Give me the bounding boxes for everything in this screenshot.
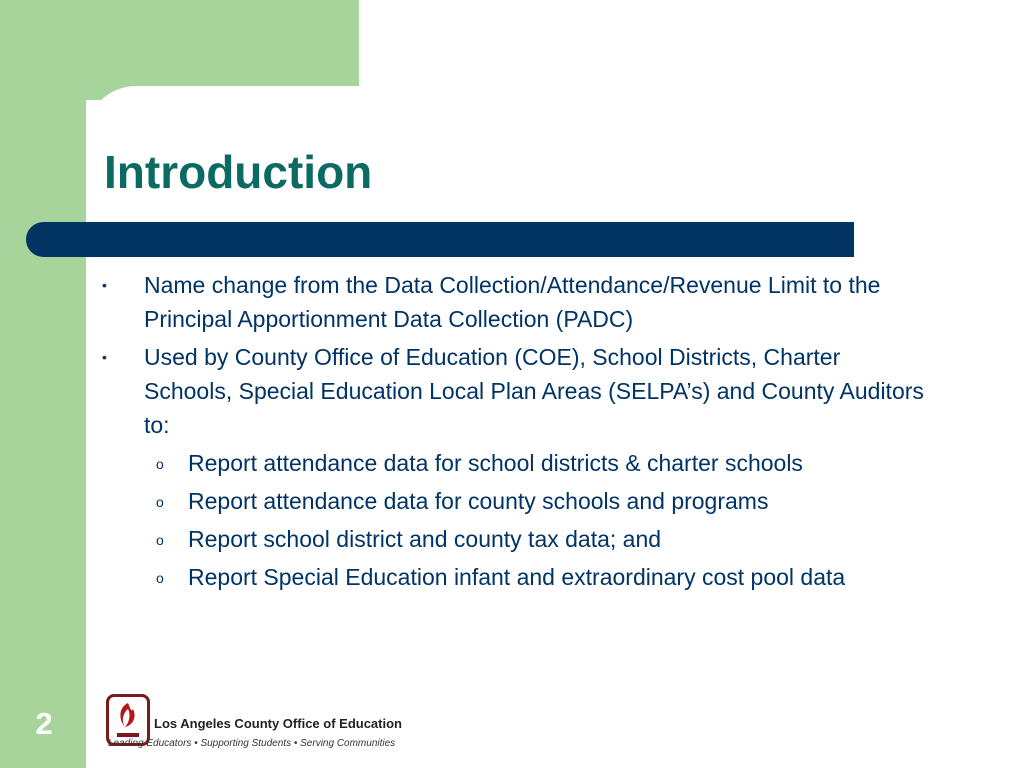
bullet-item	[100, 268, 950, 336]
page-number: 2	[35, 706, 53, 741]
logo-tagline: Leading Educators • Supporting Students • Serving Communities	[108, 738, 396, 749]
green-background-left	[0, 0, 86, 768]
sub-bullet-text: Report attendance data for county schools and programs	[188, 488, 769, 514]
sub-bullet-text: Report school district and county tax data; and	[188, 526, 662, 552]
bullet-marker: •	[102, 277, 107, 293]
sub-bullet-item	[100, 484, 950, 518]
bullet-text: Used by County Office of Education (COE), School Districts, Charter Schools, Special Education Local Plan Areas (SELPA’s) and County Auditors to:	[144, 344, 924, 438]
title-divider-bar	[26, 222, 854, 257]
sub-bullet-item	[100, 522, 950, 556]
sub-bullet-marker: o	[156, 532, 164, 548]
sub-bullet-marker: o	[156, 570, 164, 586]
bullet-item	[100, 340, 950, 442]
sub-bullet-text: Report attendance data for school districts & charter schools	[188, 450, 803, 476]
bullet-marker: •	[102, 349, 107, 365]
sub-bullet-item	[100, 560, 950, 594]
bullet-text: Name change from the Data Collection/Attendance/Revenue Limit to the Principal Apportionment Data Collection (PADC)	[144, 272, 881, 332]
logo-organization-name: Los Angeles County Office of Education	[154, 716, 402, 731]
lacoe-logo	[100, 690, 410, 754]
slide-title: Introduction	[104, 146, 373, 198]
sub-bullet-marker: o	[156, 456, 164, 472]
sub-bullet-marker: o	[156, 494, 164, 510]
sub-bullet-text: Report Special Education infant and extraordinary cost pool data	[188, 564, 846, 590]
sub-bullet-item	[100, 446, 950, 480]
bullet-list	[100, 268, 950, 598]
